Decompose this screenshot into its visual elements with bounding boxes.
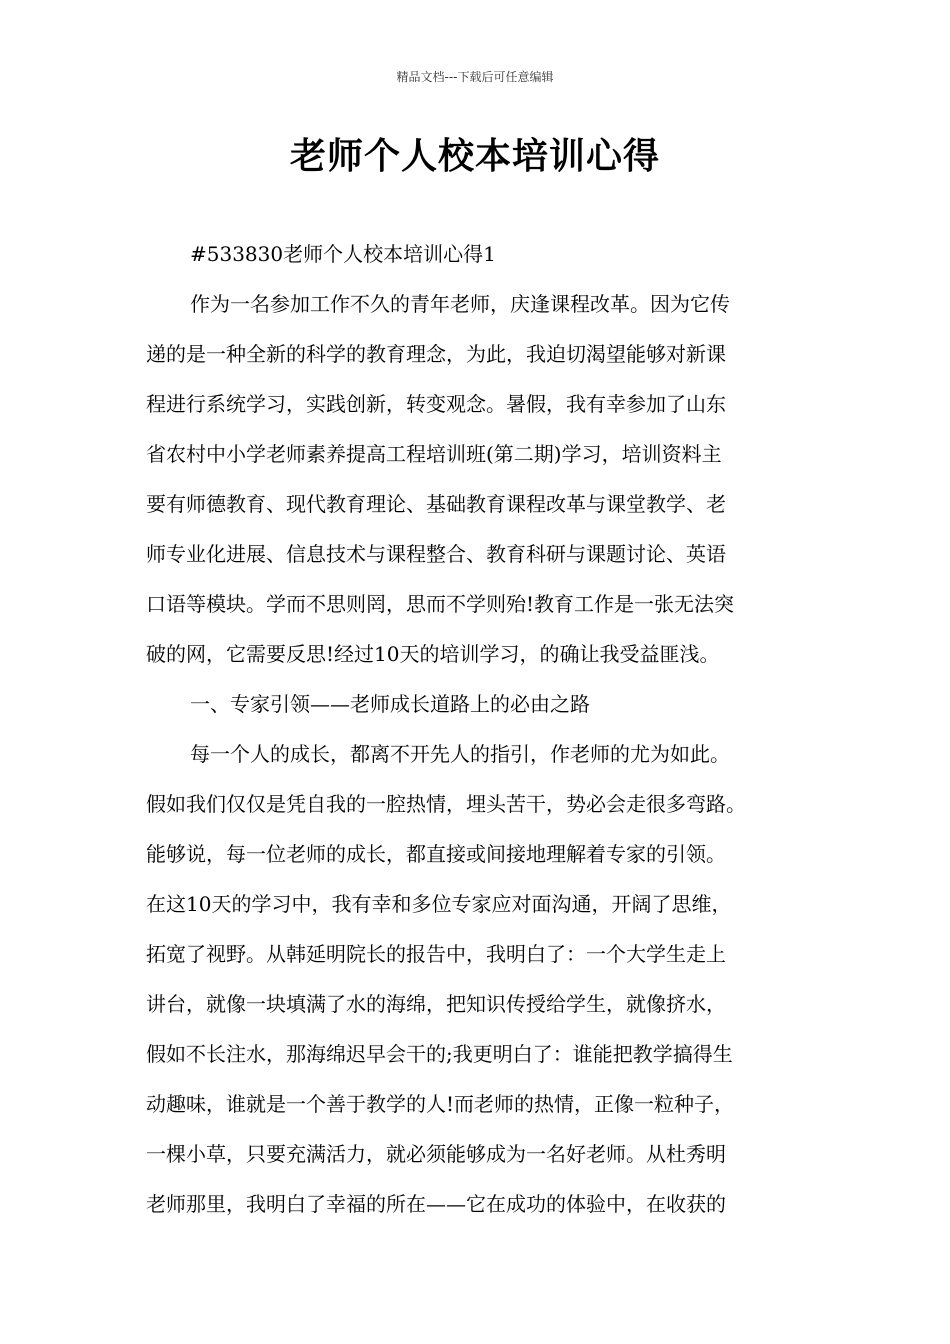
paragraph-line: 递的是一种全新的科学的教育理念，为此，我迫切渴望能够对新课 [146,342,726,366]
paragraph-line: 能够说，每一位老师的成长，都直接或间接地理解着专家的引领。 [146,842,726,866]
paragraph-line: 在这10天的学习中，我有幸和多位专家应对面沟通，开阔了思维， [146,892,732,916]
paragraph-line: 讲台，就像一块填满了水的海绵，把知识传授给学生，就像挤水， [146,992,726,1016]
subsection-heading: 一、专家引领——老师成长道路上的必由之路 [190,692,590,716]
paragraph-line: 每一个人的成长，都离不开先人的指引，作老师的尤为如此。 [190,742,730,766]
paragraph-line: 假如不长注水，那海绵迟早会干的;我更明白了：谁能把教学搞得生 [146,1042,733,1066]
section-heading: #533830老师个人校本培训心得1 [190,242,496,266]
document-title: 老师个人校本培训心得 [289,136,660,177]
paragraph-line: 要有师德教育、现代教育理论、基础教育课程改革与课堂教学、老 [146,492,726,516]
paragraph-line: 口语等模块。学而不思则罔，思而不学则殆!教育工作是一张无法突 [146,592,735,616]
paragraph-line: 省农村中小学老师素养提高工程培训班(第二期)学习，培训资料主 [146,442,722,466]
paragraph-line: 作为一名参加工作不久的青年老师，庆逢课程改革。因为它传 [190,292,730,316]
paragraph-line: 程进行系统学习，实践创新，转变观念。暑假，我有幸参加了山东 [146,392,726,416]
header-note: 精品文档---下载后可任意编辑 [396,70,554,84]
paragraph-line: 假如我们仅仅是凭自我的一腔热情，埋头苦干，势必会走很多弯路。 [146,792,746,816]
paragraph-line: 老师那里，我明白了幸福的所在——它在成功的体验中，在收获的 [146,1192,726,1216]
paragraph-line: 拓宽了视野。从韩延明院长的报告中，我明白了：一个大学生走上 [146,942,726,966]
paragraph-line: 动趣味，谁就是一个善于教学的人!而老师的热情，正像一粒种子， [146,1092,735,1116]
paragraph-line: 破的网，它需要反思!经过10天的培训学习，的确让我受益匪浅。 [146,642,720,666]
paragraph-line: 师专业化进展、信息技术与课程整合、教育科研与课题讨论、英语 [146,542,726,566]
paragraph-line: 一棵小草，只要充满活力，就必须能够成为一名好老师。从杜秀明 [146,1142,726,1166]
